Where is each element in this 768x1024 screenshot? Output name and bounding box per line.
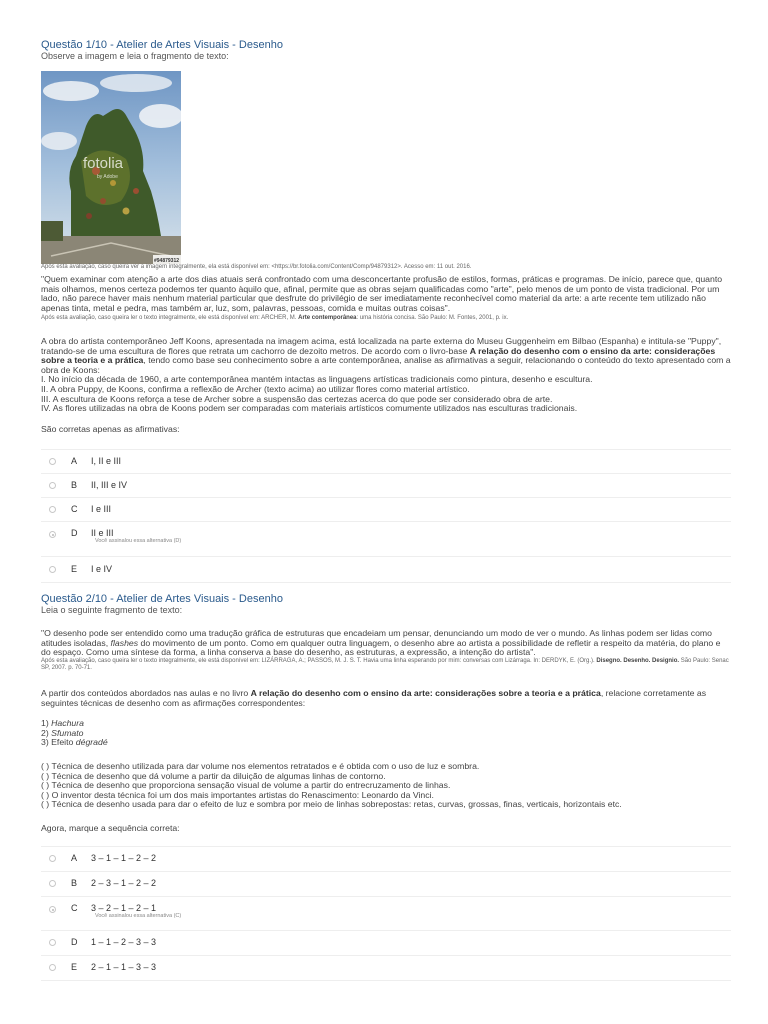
q2-quote-source <box>41 658 731 672</box>
q2-quote <box>41 629 731 658</box>
puppy-sculpture-photo <box>41 71 181 264</box>
q1-statements <box>41 375 731 413</box>
q2-affirmation-2: ( ) Técnica de desenho que dá volume a partir da diluição de algumas linhas de contorno. <box>41 770 386 781</box>
q2-option-b[interactable] <box>41 871 731 896</box>
q1-statement-2: II. A obra Puppy, de Koons, confirma a reflexão de Archer (texto acima) ao utilizar flores como material artístico. <box>41 383 470 394</box>
puppy-sculpture-image <box>41 71 181 264</box>
q1-quote: "Quem examinar com atenção a arte dos dias atuais será confrontado com uma desconcertante profusão de estilos, formas, práticas e programas. De início, parece que, quanto mais olhamos, menos certeza podemos ter quanto àquilo que, afinal, permite que as obras sejam qualificadas como "arte", pelo menos de um ponto de vista tradicional. Por um lado, não parece haver mais nenhum material particular que desfrute do privilégio de ser imediatamente reconhecível como material da arte: a arte recente tem utilizado não apenas tinta, metal e pedra, mas também ar, luz, som, palavras, pessoas, comida e muitas outras coisas". <box>41 274 723 313</box>
option-text: I, II e III <box>91 456 122 466</box>
q1-image-source-text: Após esta avaliação, caso queira ver a imagem integralmente, ela está disponível em: <https://br.fotolia.com/Content/Comp/94879312>. Acesso em: 11 out. 2016. <box>41 264 472 270</box>
q2-affirmation-1: ( ) Técnica de desenho utilizada para dar volume nos elementos retratados e é obtida com o uso de luz e sombra. <box>41 761 480 771</box>
q2-technique-1 <box>41 719 731 729</box>
option-text: 3 – 1 – 1 – 2 – 2 <box>91 853 157 863</box>
option-letter: E <box>71 564 78 574</box>
q1-title: Questão 1/10 - Atelier de Artes Visuais - Desenho <box>41 39 283 51</box>
q1-intro-book: A relação do desenho com o ensino da arte: considerações sobre a teoria e a prática <box>41 345 716 366</box>
option-letter: A <box>71 456 78 466</box>
q1-option-a[interactable] <box>41 449 731 473</box>
q1-quote-source-title: Arte contemporânea <box>298 315 357 322</box>
option-letter: B <box>71 878 78 888</box>
q1-option-b[interactable] <box>41 473 731 497</box>
q2-prompt-block <box>41 824 731 834</box>
option-text: 2 – 3 – 1 – 2 – 2 <box>91 878 157 888</box>
option-text: II e III <box>91 528 114 538</box>
option-letter: D <box>71 528 78 538</box>
q1-options <box>41 449 731 583</box>
q1-prompt: São corretas apenas as afirmativas: <box>41 424 180 434</box>
technique-name: dégradé <box>75 737 108 748</box>
technique-num: 1) <box>41 718 49 728</box>
option-selected-note: Você assinalou essa alternativa (D) <box>95 538 182 544</box>
q2-title: Questão 2/10 - Atelier de Artes Visuais - Desenho <box>41 593 283 605</box>
q1-intro-a: A obra do artista contemporâneo Jeff Koons, apresentada na imagem acima, está localizada na parte externa do Museu Guggenheim em Bilbao (Espanha) e intitula-se "Puppy", tratando-se de uma escultura de flores que retrata um cachorro de dezoito metros. De acordo com o livro-base <box>41 336 722 356</box>
q2-quote-italic: flashes <box>110 637 139 648</box>
q2-option-c[interactable] <box>41 896 731 930</box>
option-letter: E <box>71 962 78 972</box>
technique-name: Sfumato <box>51 727 84 738</box>
q2-header <box>41 593 731 616</box>
q2-quote-a: "O desenho pode ser entendido como uma tradução gráfica de estruturas que encadeiam um pensar, denunciando um modo de ver o mundo. As linhas podem ser lidas como atitudes isoladas, <box>41 628 712 648</box>
option-selected-note: Você assinalou essa alternativa (C) <box>95 913 182 919</box>
q2-technique-3 <box>41 738 731 748</box>
q1-quote-block <box>41 275 731 322</box>
option-text: I e III <box>91 504 112 514</box>
technique-num: 2) <box>41 727 49 738</box>
option-text: I e IV <box>91 564 113 574</box>
radio-button[interactable] <box>49 939 56 946</box>
q2-techniques <box>41 719 731 748</box>
q2-quote-b: do movimento de um ponto. Como em qualquer outra linguagem, o desenho abre ao artista a possibilidade de refletir a respeito da matéria, do plano e do espaço. Como uma síntese da forma, a linha conserva a base do desenho, as estruturas, a expressão, a intenção do artista". <box>41 637 721 658</box>
radio-button[interactable] <box>49 566 56 573</box>
q1-statement-4: IV. As flores utilizadas na obra de Koons podem ser comparadas com materiais artísticos comumente utilizados nas esculturas tradicionais. <box>41 403 578 414</box>
q2-affirmation-5: ( ) Técnica de desenho usada para dar o efeito de luz e sombra por meio de linhas sobrepostas: retas, curvas, grossas, finas, verticais, horizontais etc. <box>41 799 622 810</box>
q2-option-d[interactable] <box>41 930 731 955</box>
q2-intro <box>41 689 731 708</box>
q2-intro-b: , relacione corretamente as seguintes técnicas de desenho com as afirmações correspondentes: <box>41 688 707 708</box>
q1-statement-1: I. No início da década de 1960, a arte contemporânea mantém intactas as linguagens artísticas tradicionais como pintura, desenho e escultura. <box>41 374 593 385</box>
technique-name: Hachura <box>51 718 84 728</box>
q1-intro-block <box>41 337 731 414</box>
radio-button[interactable] <box>49 964 56 971</box>
watermark-text: fotolia <box>83 155 124 172</box>
q2-prompt: Agora, marque a sequência correta: <box>41 823 180 833</box>
q1-image-source <box>41 264 731 271</box>
q1-option-e[interactable] <box>41 556 731 583</box>
q1-quote-source <box>41 315 731 322</box>
q2-quote-source-title: Disegno. Desenho. Designio. <box>596 657 680 664</box>
radio-button[interactable] <box>49 458 56 465</box>
q2-quote-source-prefix: Após esta avaliação, caso queira ler o texto integralmente, ele está disponível em: LIZÁRRAGA, A.; PASSOS, M. J. S. T. Havia uma linha esperando por mim: conversas com Lizárraga. In: DERDYK, E. (Org.). <box>41 657 597 664</box>
q2-intro-book: A relação do desenho com o ensino da arte: considerações sobre a teoria e a prática <box>250 688 601 698</box>
q1-quote-source-suffix: : uma história concisa. São Paulo: M. Fontes, 2001, p. ix. <box>356 315 509 322</box>
q2-affirmation-4: ( ) O inventor desta técnica foi um dos mais importantes artistas do Renascimento: Leonardo da Vinci. <box>41 789 434 800</box>
q2-subtitle: Leia o seguinte fragmento de texto: <box>41 605 183 615</box>
option-letter: C <box>71 504 78 514</box>
q2-quote-block <box>41 629 731 672</box>
watermark-sub: by Adobe <box>97 174 118 180</box>
radio-button[interactable] <box>49 855 56 862</box>
q1-statement-3: III. A escultura de Koons reforça a tese de Archer sobre a suspensão das certezas acerca do que pode ser considerado obra de arte. <box>41 393 553 404</box>
radio-button[interactable] <box>49 880 56 887</box>
q1-quote-source-prefix: Após esta avaliação, caso queira ler o texto integralmente, ele está disponível em: ARCHER, M. <box>41 315 299 322</box>
image-id: #94879312 <box>154 258 180 264</box>
q2-affirmations <box>41 762 731 810</box>
q1-header <box>41 39 731 62</box>
q2-affirmation-3: ( ) Técnica de desenho que proporciona sensação visual de volume a partir do entrecruzamento de linhas. <box>41 780 451 791</box>
q2-option-a[interactable] <box>41 846 731 871</box>
q2-options <box>41 846 731 981</box>
option-text: 3 – 2 – 1 – 2 – 1 <box>91 903 157 913</box>
technique-num: 3) Efeito <box>41 737 74 748</box>
radio-button-selected[interactable] <box>49 906 56 913</box>
option-text: 2 – 1 – 1 – 3 – 3 <box>91 962 157 972</box>
q2-quote-source-suffix: São Paulo: Senac SP, 2007. p. 70-71. <box>41 657 729 671</box>
option-letter: D <box>71 937 78 947</box>
option-text: II, III e IV <box>91 480 128 490</box>
option-letter: C <box>71 903 78 913</box>
radio-button[interactable] <box>49 506 56 513</box>
q2-intro-block <box>41 689 731 708</box>
q1-option-d[interactable] <box>41 521 731 556</box>
q2-option-e[interactable] <box>41 955 731 981</box>
option-letter: B <box>71 480 78 490</box>
option-text: 1 – 1 – 2 – 3 – 3 <box>91 937 157 947</box>
q1-intro-b: , tendo como base seu conhecimento sobre a arte contemporânea, analise as afirmativas a seguir, relacionando o conteúdo do texto apresentado com a obra de Koons: <box>41 355 731 375</box>
q2-intro-a: A partir dos conteúdos abordados nas aulas e no livro <box>41 688 251 698</box>
radio-button[interactable] <box>49 482 56 489</box>
q1-intro <box>41 337 731 375</box>
q2-technique-2 <box>41 729 731 739</box>
option-letter: A <box>71 853 78 863</box>
q1-subtitle: Observe a imagem e leia o fragmento de texto: <box>41 51 229 61</box>
q1-prompt-block <box>41 425 731 435</box>
q1-option-c[interactable] <box>41 497 731 521</box>
radio-button-selected[interactable] <box>49 531 56 538</box>
